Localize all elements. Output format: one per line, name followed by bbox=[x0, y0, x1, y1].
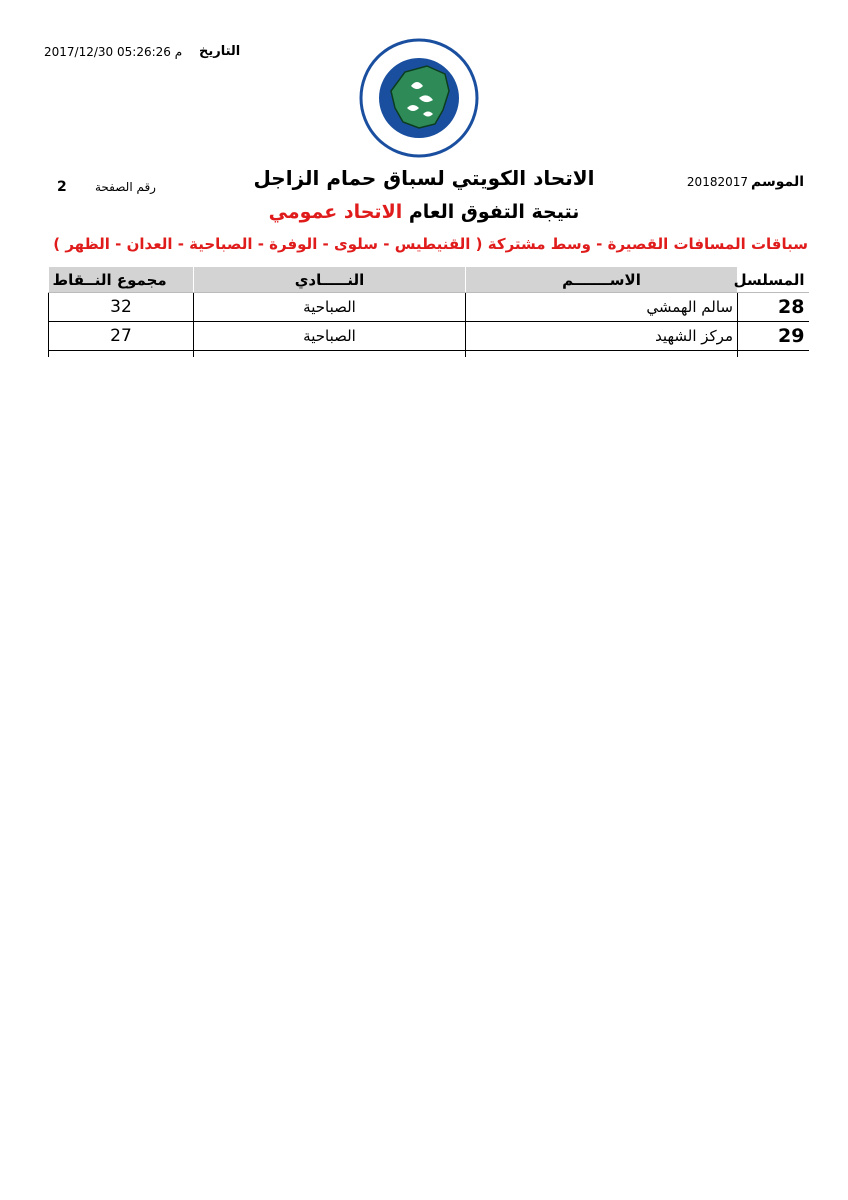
tail-cell bbox=[466, 351, 738, 358]
row-name: سالم الهمشي bbox=[466, 293, 738, 322]
row-club: الصباحية bbox=[194, 293, 466, 322]
season-value: 20182017 bbox=[686, 175, 748, 189]
row-serial: 28 bbox=[738, 293, 809, 322]
table-row bbox=[49, 293, 809, 322]
tail-cell bbox=[194, 351, 466, 358]
page-number-label: رقم الصفحة bbox=[95, 180, 156, 194]
header-club: النـــــادي bbox=[194, 267, 466, 293]
header-serial: المسلسل bbox=[738, 267, 809, 293]
table-row bbox=[49, 322, 809, 351]
page-title: الاتحاد الكويتي لسباق حمام الزاجل bbox=[253, 166, 595, 190]
row-club: الصباحية bbox=[194, 322, 466, 351]
header-name: الاســـــــم bbox=[466, 267, 738, 293]
row-points: 27 bbox=[49, 322, 194, 351]
federation-logo-icon bbox=[357, 36, 481, 160]
races-line: سباقات المسافات القصيرة - وسط مشتركة ( القنيطيس - سلوى - الوفرة - الصباحية - العدان - الظهر ) bbox=[53, 235, 808, 253]
date-value: م 05:26:26 2017/12/30 bbox=[44, 45, 183, 59]
table-tail-row bbox=[49, 351, 809, 358]
row-serial: 29 bbox=[738, 322, 809, 351]
subtitle-highlight: الاتحاد عمومي bbox=[268, 201, 403, 223]
row-points: 32 bbox=[49, 293, 194, 322]
subtitle-text: نتيجة التفوق العام bbox=[408, 201, 580, 223]
federation-logo bbox=[357, 36, 481, 160]
season-label: الموسم bbox=[751, 174, 804, 190]
results-table bbox=[48, 267, 809, 357]
date-label: التاريخ bbox=[199, 44, 241, 59]
page-number-value: 2 bbox=[57, 179, 67, 195]
report-subtitle bbox=[0, 201, 848, 223]
row-name: مركز الشهيد bbox=[466, 322, 738, 351]
tail-cell bbox=[738, 351, 809, 358]
header-points: مجموع النــقاط bbox=[49, 267, 194, 293]
table-header-row bbox=[49, 267, 809, 293]
tail-cell bbox=[49, 351, 194, 358]
